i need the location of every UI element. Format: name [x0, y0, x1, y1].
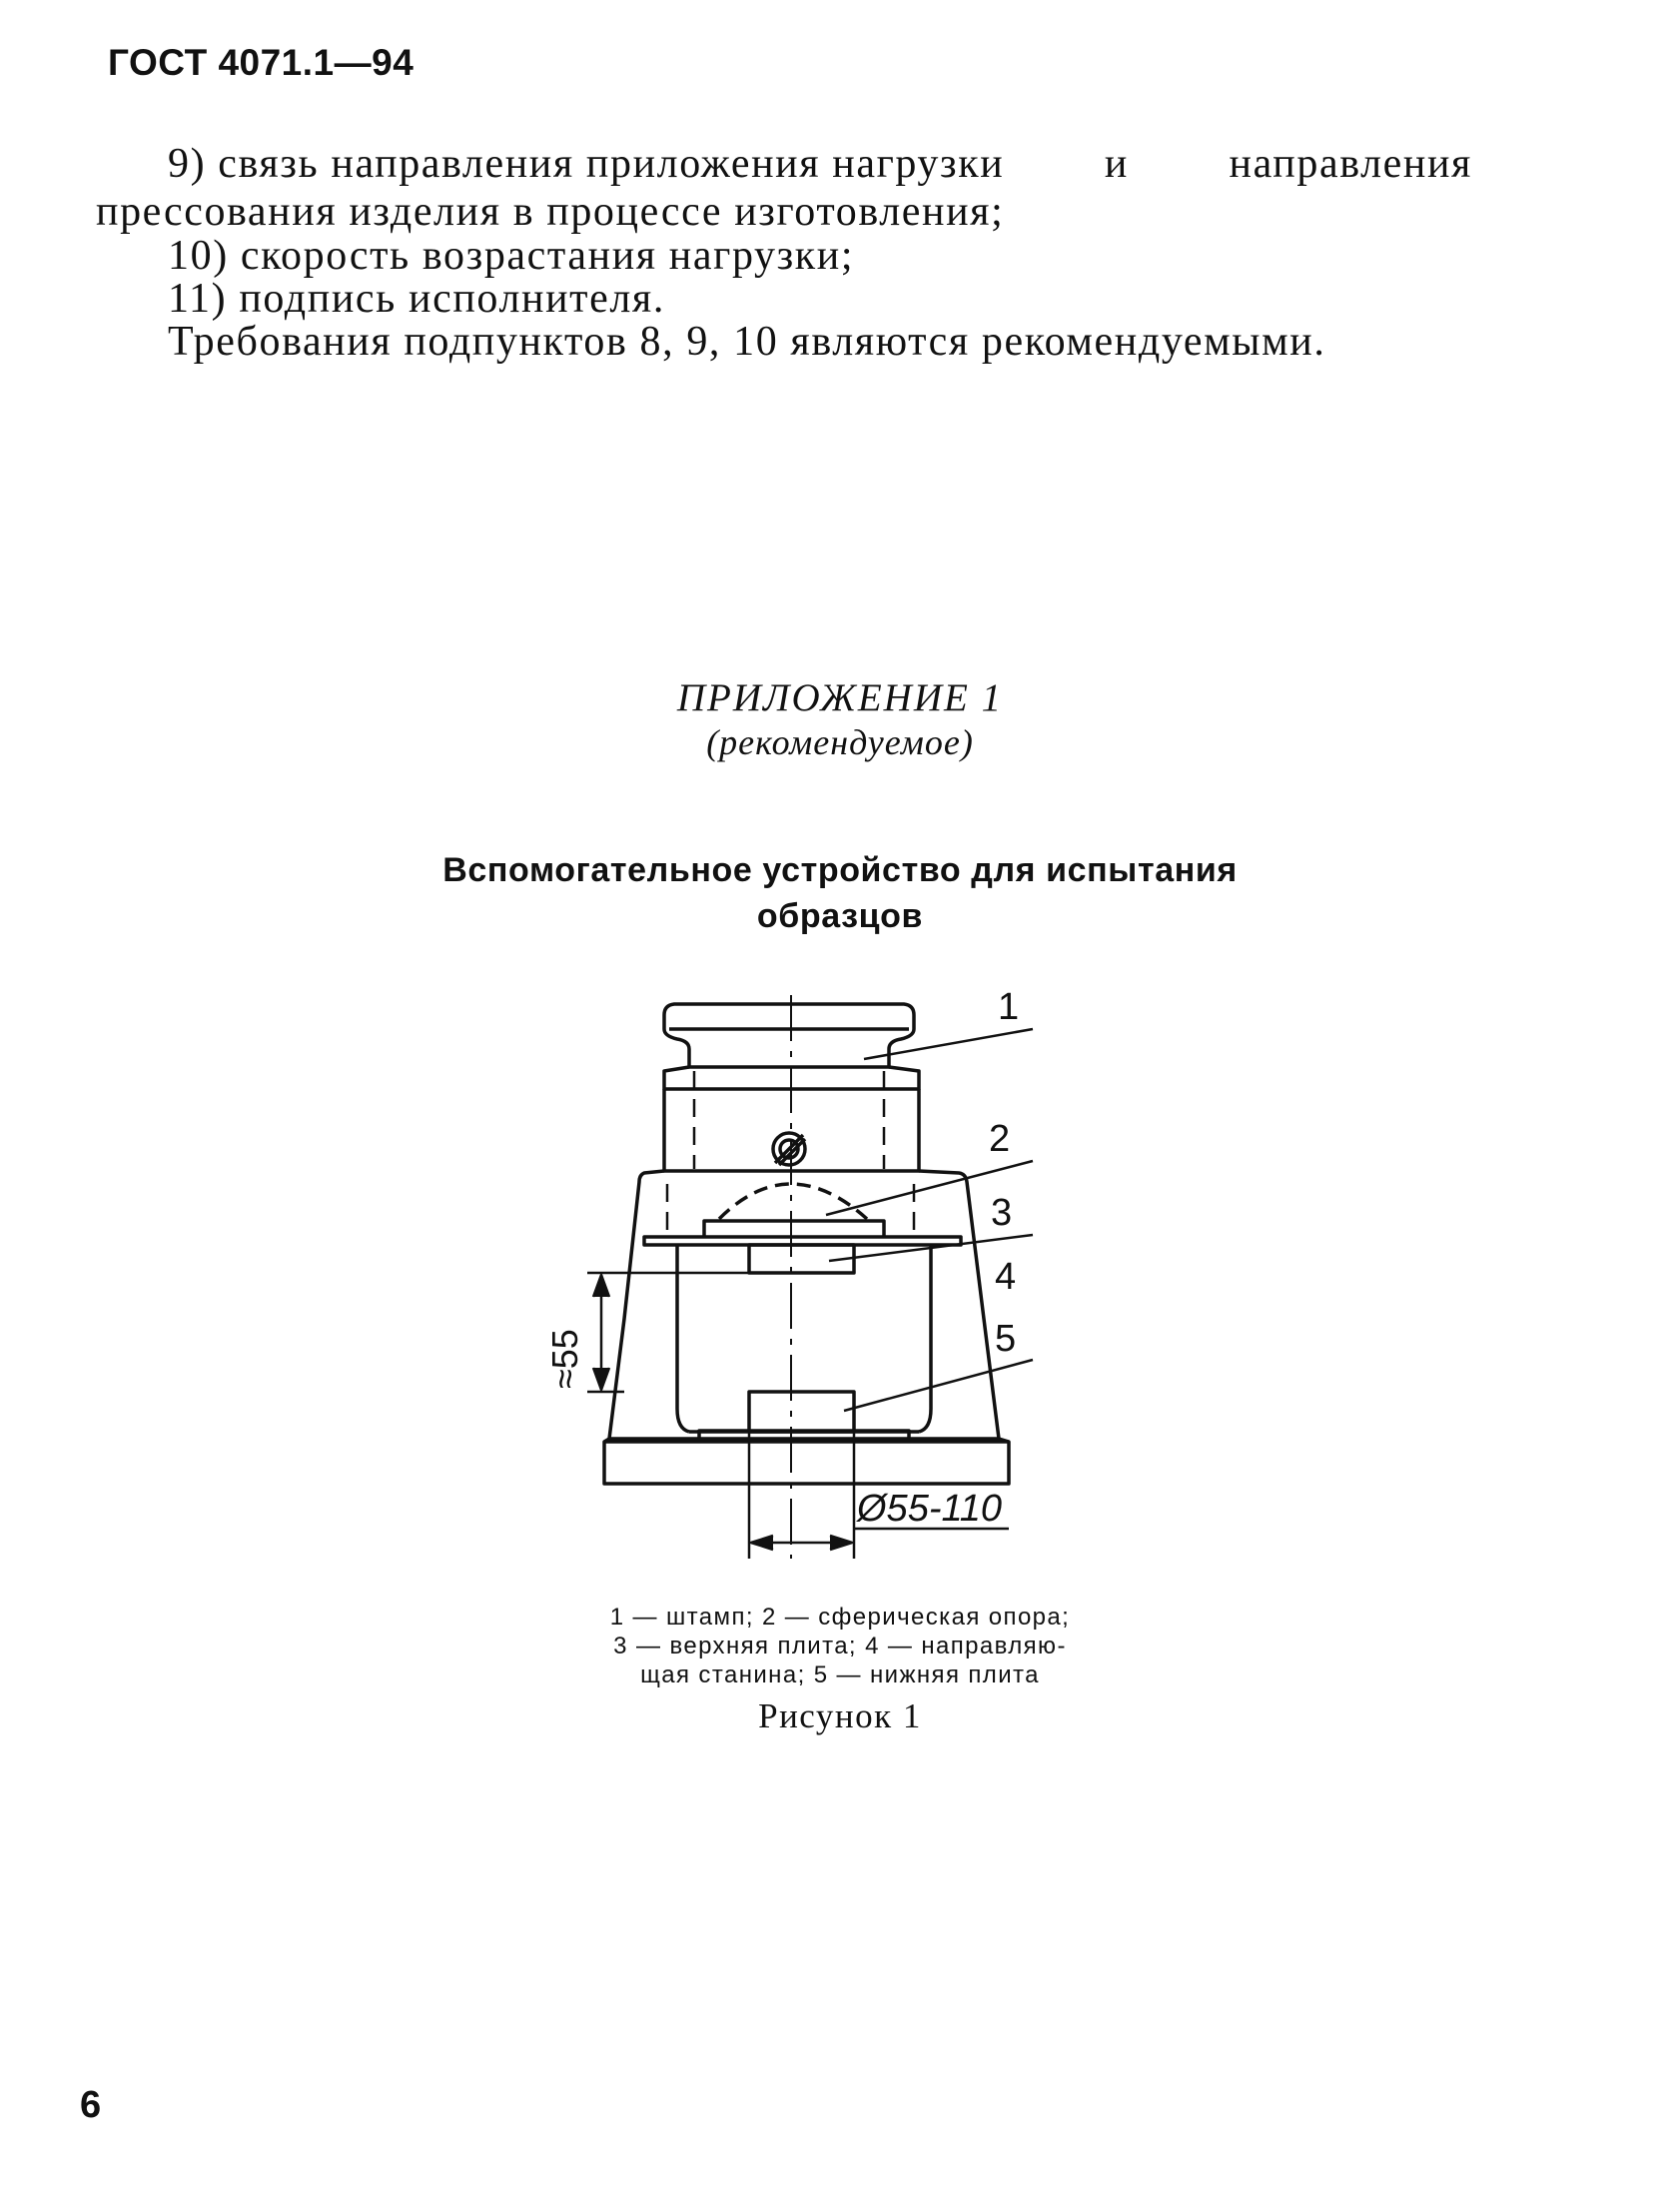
- part-label-1: 1: [998, 986, 1020, 1028]
- spherical-support-part: [704, 1184, 884, 1237]
- figure-title-line-1: Вспомогательное устройство для испытания: [442, 851, 1238, 889]
- lower-plate-part: [749, 1392, 854, 1432]
- list-item-11: 11) подпись исполнителя.: [168, 276, 665, 322]
- part-label-5: 5: [995, 1318, 1017, 1360]
- list-item-10: 10) скорость возрастания нагрузки;: [168, 233, 855, 279]
- guide-frame-part: [609, 1171, 999, 1439]
- figure-legend-line-3: щая станина; 5 — нижняя плита: [640, 1661, 1040, 1688]
- part-label-2: 2: [989, 1118, 1011, 1160]
- diameter-dimension-label: Ø55-110: [857, 1488, 1003, 1530]
- figure-legend: [0, 1603, 1680, 1689]
- part-label-4: 4: [995, 1256, 1017, 1298]
- item-9-text: 9) связь направления приложения нагрузки: [168, 141, 1005, 187]
- figure-title-line-2: образцов: [756, 897, 924, 935]
- document-header: ГОСТ 4071.1—94: [108, 42, 415, 83]
- height-dimension: [587, 1273, 749, 1392]
- list-item-9-continuation: прессования изделия в процессе изготовления;: [96, 189, 1005, 235]
- height-dimension-label: ≈55: [544, 1329, 585, 1389]
- page-number: 6: [80, 2084, 102, 2126]
- figure-legend-line-1: 1 — штамп; 2 — сферическая опора;: [609, 1604, 1071, 1631]
- requirements-note: Требования подпунктов 8, 9, 10 являются рекомендуемыми.: [168, 319, 1326, 365]
- part-label-3: 3: [991, 1192, 1013, 1234]
- bolt-head: [773, 1133, 805, 1165]
- item-9-text-end: направления: [1229, 141, 1472, 187]
- appendix-status: (рекомендуемое): [706, 722, 974, 762]
- appendix-title: ПРИЛОЖЕНИЕ 1: [676, 676, 1004, 719]
- item-9-conjunction: и: [1104, 141, 1129, 187]
- figure-legend-line-2: 3 — верхняя плита; 4 — направляю-: [613, 1633, 1067, 1659]
- figure-number: Рисунок 1: [758, 1696, 922, 1735]
